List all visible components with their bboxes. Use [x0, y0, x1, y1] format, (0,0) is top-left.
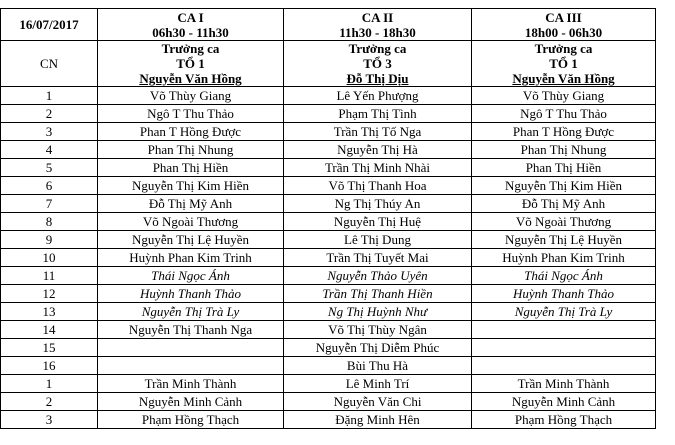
shift-2-staff: Phạm Thị Tình — [284, 105, 472, 123]
table-row — [1, 195, 656, 213]
shift-2-team: TỔ 3 — [363, 56, 392, 71]
row-number: 11 — [1, 267, 98, 285]
shift-1-staff: Huỳnh Phan Kim Trinh — [98, 249, 284, 267]
shift-1-leader-title: Trưởng ca — [161, 41, 220, 56]
shift-3-staff: Huỳnh Phan Kim Trinh — [472, 249, 656, 267]
shift-2-leader — [284, 41, 472, 87]
shift-1-staff: Phan Thị Hiền — [98, 159, 284, 177]
table-row — [1, 393, 656, 411]
table-row — [1, 357, 656, 375]
table-row — [1, 411, 656, 429]
shift-2-time: 11h30 - 18h30 — [339, 24, 416, 40]
shift-3-staff: Thái Ngọc Ánh — [472, 267, 656, 285]
staff-rows — [1, 87, 656, 429]
shift-3-staff: Ngô T Thu Thảo — [472, 105, 656, 123]
shift-1-staff: Đỗ Thị Mỹ Anh — [98, 195, 284, 213]
shift-1-time: 06h30 - 11h30 — [152, 24, 229, 40]
table-row — [1, 123, 656, 141]
shift-2-staff: Nguyễn Thị Huệ — [284, 213, 472, 231]
shift-1-staff: Võ Ngoài Thương — [98, 213, 284, 231]
row-number: 2 — [1, 105, 98, 123]
shift-3-staff: Phan T Hồng Được — [472, 123, 656, 141]
shift-1-team: TỔ 1 — [176, 56, 205, 71]
row-number: 10 — [1, 249, 98, 267]
shift-2-staff: Võ Thị Thanh Hoa — [284, 177, 472, 195]
table-row — [1, 321, 656, 339]
table-row — [1, 339, 656, 357]
row-number: 1 — [1, 375, 98, 393]
shift-2-staff: Nguyễn Văn Chi — [284, 393, 472, 411]
row-number: 2 — [1, 393, 98, 411]
cn-label: CN — [1, 41, 98, 87]
table-row — [1, 177, 656, 195]
shift-1-staff: Trần Minh Thành — [98, 375, 284, 393]
shift-2-staff: Ng Thị Thúy An — [284, 195, 472, 213]
shift-1-staff — [98, 357, 284, 375]
table-row — [1, 285, 656, 303]
date-cell: 16/07/2017 — [1, 9, 98, 41]
shift-3-staff — [472, 339, 656, 357]
table-row — [1, 105, 656, 123]
shift-2-staff: Võ Thị Thùy Ngân — [284, 321, 472, 339]
shift-3-staff: Nguyễn Thị Trà Ly — [472, 303, 656, 321]
shift-2-staff: Nguyễn Thảo Uyên — [284, 267, 472, 285]
table-row — [1, 213, 656, 231]
shift-3-staff: Huỳnh Thanh Thảo — [472, 285, 656, 303]
shift-3-leader-name: Nguyễn Văn Hồng — [512, 71, 615, 86]
shift-3-time: 18h00 - 06h30 — [524, 24, 603, 40]
row-number: 5 — [1, 159, 98, 177]
shift-2-staff: Ng Thị Huỳnh Như — [284, 303, 472, 321]
row-number: 13 — [1, 303, 98, 321]
table-row — [1, 159, 656, 177]
shift-2-staff: Nguyễn Thị Diễm Phúc — [284, 339, 472, 357]
shift-1-staff — [98, 339, 284, 357]
row-number: 7 — [1, 195, 98, 213]
shift-1-staff: Nguyễn Minh Cảnh — [98, 393, 284, 411]
shift-2-staff: Đặng Minh Hên — [284, 411, 472, 429]
row-number: 15 — [1, 339, 98, 357]
shift-2-staff: Lê Yến Phượng — [284, 87, 472, 105]
shift-1-staff: Phạm Hồng Thạch — [98, 411, 284, 429]
shift-2-header — [284, 9, 472, 41]
shift-3-leader — [472, 41, 656, 87]
shift-1-name: CA I — [177, 9, 204, 25]
shift-1-staff: Nguyễn Thị Kim Hiền — [98, 177, 284, 195]
shift-3-staff: Nguyễn Thị Kim Hiền — [472, 177, 656, 195]
shift-3-staff: Phan Thị Nhung — [472, 141, 656, 159]
shift-3-staff: Phan Thị Hiền — [472, 159, 656, 177]
shift-1-header — [98, 9, 284, 41]
row-number: 1 — [1, 87, 98, 105]
shift-3-header — [472, 9, 656, 41]
shift-1-staff: Nguyễn Thị Lệ Huyền — [98, 231, 284, 249]
shift-1-leader-name: Nguyễn Văn Hồng — [139, 71, 242, 86]
row-number: 16 — [1, 357, 98, 375]
shift-3-staff: Nguyễn Minh Cảnh — [472, 393, 656, 411]
shift-2-staff: Nguyễn Thị Hà — [284, 141, 472, 159]
shift-2-staff: Bùi Thu Hà — [284, 357, 472, 375]
shift-3-staff: Phạm Hồng Thạch — [472, 411, 656, 429]
row-number: 3 — [1, 123, 98, 141]
header-row-shifts — [1, 9, 656, 41]
shift-1-staff: Ngô T Thu Thảo — [98, 105, 284, 123]
shift-1-staff: Nguyễn Thị Thanh Nga — [98, 321, 284, 339]
shift-2-name: CA II — [361, 9, 394, 25]
table-row — [1, 303, 656, 321]
row-number: 3 — [1, 411, 98, 429]
row-number: 4 — [1, 141, 98, 159]
shift-3-leader-title: Trưởng ca — [534, 41, 593, 56]
shift-2-staff: Lê Thị Dung — [284, 231, 472, 249]
shift-2-staff: Trần Thị Minh Nhài — [284, 159, 472, 177]
header-row-leaders — [1, 41, 656, 87]
row-number: 6 — [1, 177, 98, 195]
shift-3-staff — [472, 321, 656, 339]
shift-1-leader — [98, 41, 284, 87]
shift-3-staff: Đỗ Thị Mỹ Anh — [472, 195, 656, 213]
shift-1-staff: Phan T Hồng Được — [98, 123, 284, 141]
table-row — [1, 249, 656, 267]
row-number: 8 — [1, 213, 98, 231]
shift-1-staff: Nguyễn Thị Trà Ly — [98, 303, 284, 321]
shift-1-staff: Phan Thị Nhung — [98, 141, 284, 159]
table-row — [1, 141, 656, 159]
shift-3-staff: Võ Thùy Giang — [472, 87, 656, 105]
table-row — [1, 267, 656, 285]
table-row — [1, 231, 656, 249]
row-number: 9 — [1, 231, 98, 249]
shift-2-staff: Trần Thị Thanh Hiền — [284, 285, 472, 303]
shift-2-staff: Lê Minh Trí — [284, 375, 472, 393]
shift-2-staff: Trần Thị Tố Nga — [284, 123, 472, 141]
row-number: 14 — [1, 321, 98, 339]
shift-3-staff: Nguyễn Thị Lệ Huyền — [472, 231, 656, 249]
shift-1-staff: Huỳnh Thanh Thảo — [98, 285, 284, 303]
shift-2-leader-name: Đỗ Thị Dịu — [346, 71, 409, 86]
row-number: 12 — [1, 285, 98, 303]
shift-2-staff: Trần Thị Tuyết Mai — [284, 249, 472, 267]
table-row — [1, 375, 656, 393]
shift-3-staff: Trần Minh Thành — [472, 375, 656, 393]
shift-schedule-table — [0, 8, 656, 429]
shift-2-leader-title: Trưởng ca — [348, 41, 407, 56]
shift-3-staff: Võ Ngoài Thương — [472, 213, 656, 231]
shift-3-name: CA III — [545, 9, 582, 25]
shift-3-team: TỔ 1 — [549, 56, 578, 71]
shift-1-staff: Võ Thùy Giang — [98, 87, 284, 105]
table-row — [1, 87, 656, 105]
shift-3-staff — [472, 357, 656, 375]
shift-1-staff: Thái Ngọc Ánh — [98, 267, 284, 285]
